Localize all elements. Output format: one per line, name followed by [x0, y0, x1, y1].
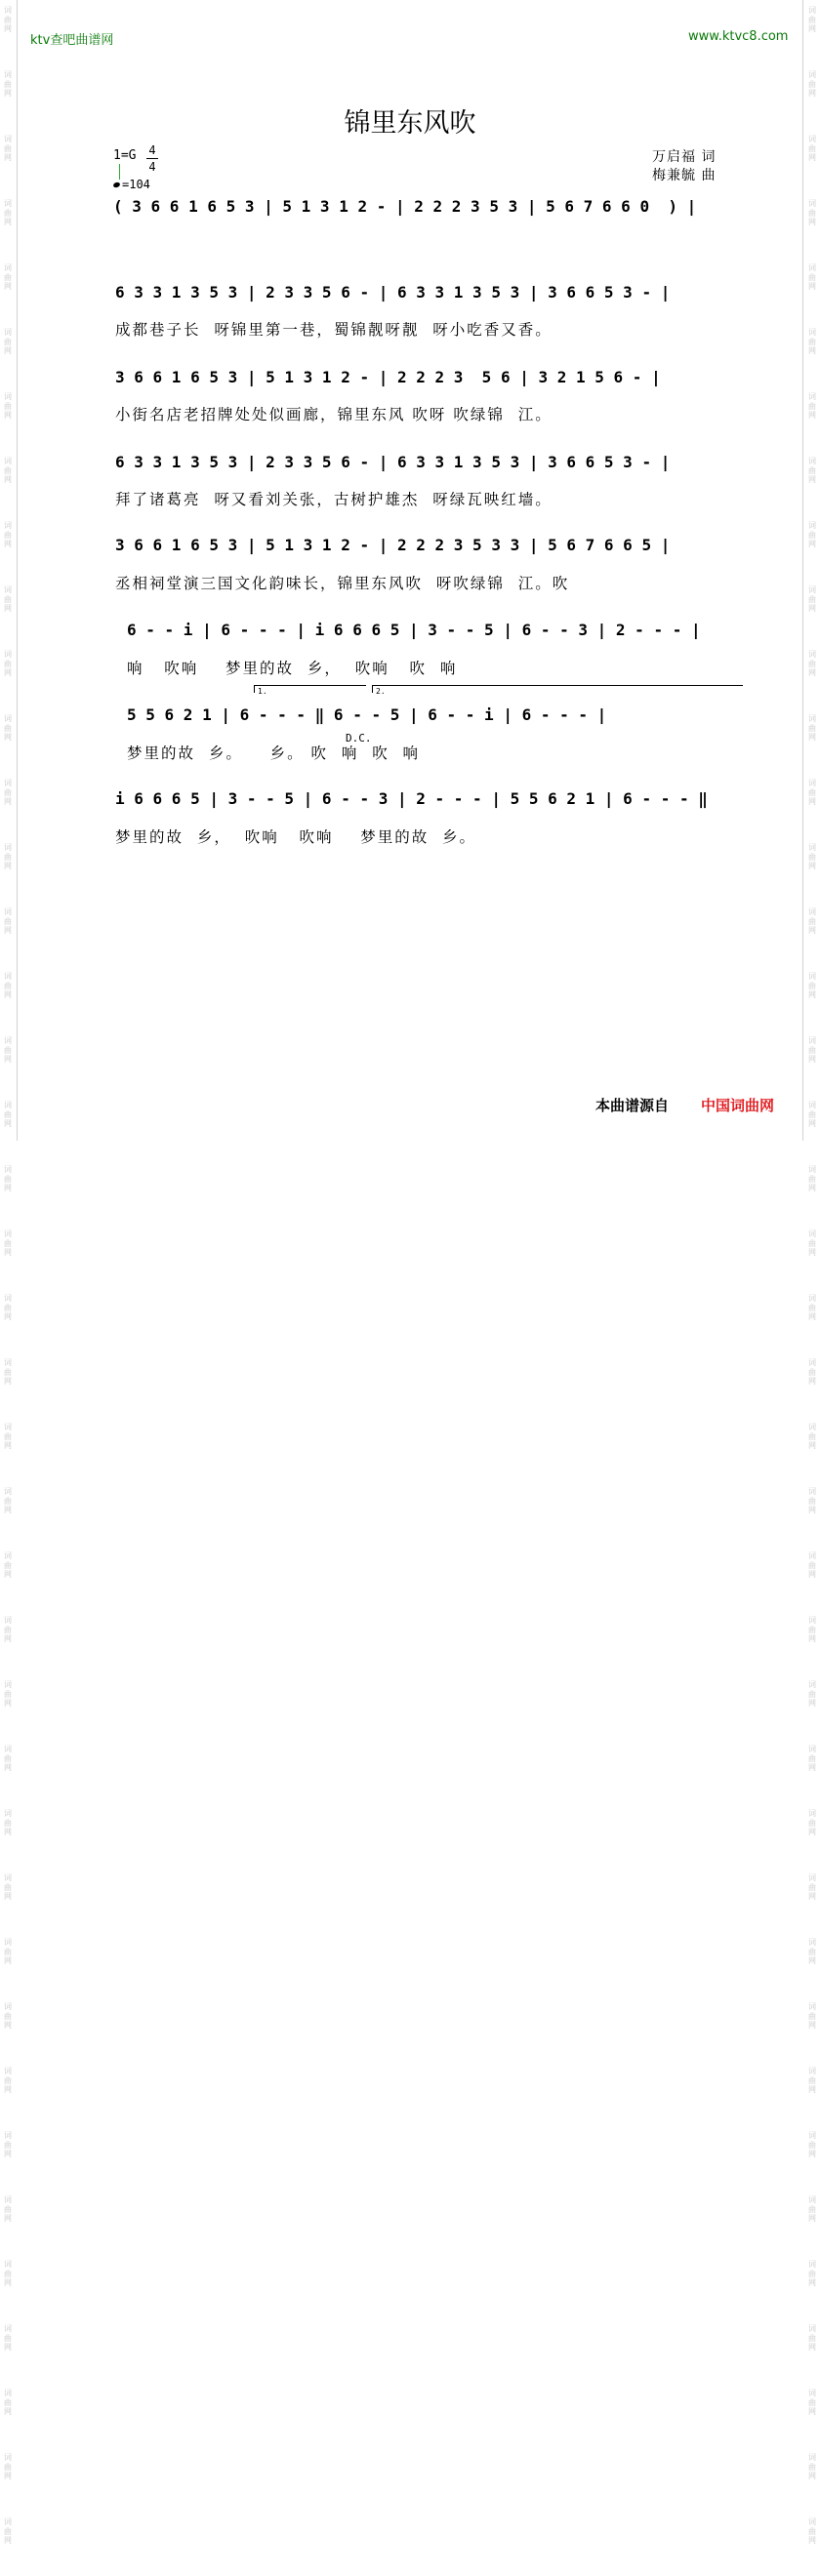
watermark-text: 词 曲 网: [808, 972, 816, 1000]
watermark-text: 词 曲 网: [808, 714, 816, 743]
watermark-text: 词 曲 网: [808, 2067, 816, 2095]
watermark-text: 词 曲 网: [4, 392, 12, 421]
watermark-text: 词 曲 网: [4, 1229, 12, 1258]
quarter-note-icon: [112, 181, 120, 188]
meter-bottom: 4: [148, 160, 156, 174]
watermark-text: 词 曲 网: [808, 650, 816, 678]
meter-top: 4: [148, 143, 156, 157]
volta-2-bracket: [372, 685, 743, 686]
watermark-text: 词 曲 网: [4, 1101, 12, 1129]
tempo-value: =104: [122, 178, 150, 191]
lyricist: 万启福 词: [652, 149, 717, 165]
right-watermark-strip: [805, 0, 819, 2546]
notes-line-3: 6 3 3 1 3 5 3 | 2 3 3 5 6 - | 6 3 3 1 3 5 3 | 3 6 6 5 3 - |: [115, 453, 671, 471]
footer-source-label: 本曲谱源自: [595, 1097, 670, 1114]
volta-2-label: 2.: [376, 687, 386, 696]
time-signature: [146, 143, 158, 174]
watermark-text: 词 曲 网: [4, 1616, 12, 1644]
watermark-text: 词 曲 网: [4, 1938, 12, 1966]
watermark-text: 词 曲 网: [808, 1101, 816, 1129]
lyrics-line-2: 小街名店老招牌处处似画廊，锦里东风 吹呀 吹绿锦 江。: [115, 406, 553, 423]
watermark-text: 词 曲 网: [4, 843, 12, 871]
watermark-text: 词 曲 网: [808, 199, 816, 227]
watermark-text: 词 曲 网: [4, 1680, 12, 1709]
watermark-text: 词 曲 网: [808, 1873, 816, 1902]
watermark-text: 词 曲 网: [808, 2324, 816, 2353]
header-left-site: ktv查吧曲谱网: [30, 33, 114, 48]
watermark-text: 词 曲 网: [4, 2324, 12, 2353]
watermark-text: 词 曲 网: [4, 779, 12, 807]
watermark-text: 词 曲 网: [808, 1036, 816, 1065]
watermark-text: 词 曲 网: [4, 1165, 12, 1193]
watermark-text: 词 曲 网: [808, 1616, 816, 1644]
dc-mark: D.C.: [346, 732, 372, 745]
watermark-text: 词 曲 网: [4, 199, 12, 227]
watermark-text: 词 曲 网: [4, 1036, 12, 1065]
watermark-text: 词 曲 网: [808, 6, 816, 34]
watermark-text: 词 曲 网: [4, 2517, 12, 2546]
watermark-text: 词 曲 网: [808, 843, 816, 871]
watermark-text: 词 曲 网: [808, 392, 816, 421]
watermark-text: 词 曲 网: [4, 585, 12, 614]
header-right-site: www.ktvc8.com: [688, 29, 789, 44]
watermark-text: 词 曲 网: [4, 2195, 12, 2224]
watermark-text: 词 曲 网: [4, 2131, 12, 2159]
watermark-text: 词 曲 网: [808, 1165, 816, 1193]
credits: [652, 148, 716, 185]
watermark-text: 词 曲 网: [808, 70, 816, 99]
watermark-text: 词 曲 网: [4, 1551, 12, 1580]
watermark-text: 词 曲 网: [808, 263, 816, 292]
volta-1-label: 1.: [258, 687, 267, 696]
watermark-text: 词 曲 网: [808, 2453, 816, 2481]
notes-line-2: 3 6 6 1 6 5 3 | 5 1 3 1 2 - | 2 2 2 3 5 6 | 3 2 1 5 6 - |: [115, 368, 661, 386]
volta-2-hook: [372, 685, 373, 693]
notes-line-1: 6 3 3 1 3 5 3 | 2 3 3 5 6 - | 6 3 3 1 3 5 3 | 3 6 6 5 3 - |: [115, 283, 671, 302]
watermark-text: 词 曲 网: [4, 907, 12, 936]
watermark-text: 词 曲 网: [4, 521, 12, 549]
watermark-text: 词 曲 网: [808, 2195, 816, 2224]
watermark-text: 词 曲 网: [4, 1423, 12, 1451]
watermark-text: 词 曲 网: [4, 263, 12, 292]
watermark-text: 词 曲 网: [4, 1358, 12, 1387]
lyrics-line-7: 梦里的故 乡， 吹响 吹响 梦里的故 乡。: [115, 828, 477, 846]
notes-line-4: 3 6 6 1 6 5 3 | 5 1 3 1 2 - | 2 2 2 3 5 3 3 | 5 6 7 6 6 5 |: [115, 536, 671, 554]
volta-1-bracket: [254, 685, 366, 686]
intro-notes: ( 3 6 6 1 6 5 3 | 5 1 3 1 2 - | 2 2 2 3 5 3 | 5 6 7 6 6 0 ) |: [113, 197, 697, 216]
notes-line-7: i 6 6 6 5 | 3 - - 5 | 6 - - 3 | 2 - - - | 5 5 6 2 1 | 6 - - - ‖: [115, 789, 708, 808]
watermark-text: 词 曲 网: [4, 135, 12, 163]
footer-source-site[interactable]: 中国词曲网: [701, 1097, 775, 1114]
watermark-text: 词 曲 网: [808, 1423, 816, 1451]
tempo-marking: [113, 178, 150, 191]
lyrics-line-6: 梦里的故 乡。 乡。 吹 响 吹 响: [127, 745, 421, 762]
watermark-text: 词 曲 网: [808, 2517, 816, 2546]
watermark-text: 词 曲 网: [808, 907, 816, 936]
key-signature: 1=G: [113, 148, 137, 163]
watermark-text: 词 曲 网: [4, 1809, 12, 1837]
watermark-text: 词 曲 网: [4, 457, 12, 485]
watermark-text: 词 曲 网: [4, 714, 12, 743]
song-title: 锦里东风吹: [344, 108, 476, 139]
watermark-text: 词 曲 网: [4, 6, 12, 34]
watermark-text: 词 曲 网: [808, 1229, 816, 1258]
watermark-text: 词 曲 网: [4, 2260, 12, 2288]
watermark-text: 词 曲 网: [4, 1294, 12, 1322]
left-watermark-strip: [1, 0, 15, 2546]
watermark-text: 词 曲 网: [808, 1680, 816, 1709]
watermark-text: 词 曲 网: [808, 1809, 816, 1837]
watermark-text: 词 曲 网: [4, 328, 12, 356]
watermark-text: 词 曲 网: [808, 1358, 816, 1387]
lyrics-line-1: 成都巷子长 呀锦里第一巷，蜀锦靓呀靓 呀小吃香又香。: [115, 321, 553, 339]
watermark-text: 词 曲 网: [808, 457, 816, 485]
watermark-text: 词 曲 网: [4, 1873, 12, 1902]
lyrics-line-3: 拜了诸葛亮 呀又看刘关张，古树护雄杰 呀绿瓦映红墙。: [115, 491, 553, 508]
watermark-text: 词 曲 网: [4, 2002, 12, 2031]
watermark-text: 词 曲 网: [808, 1294, 816, 1322]
watermark-text: 词 曲 网: [808, 328, 816, 356]
watermark-text: 词 曲 网: [808, 2131, 816, 2159]
watermark-text: 词 曲 网: [4, 972, 12, 1000]
watermark-text: 词 曲 网: [808, 1745, 816, 1773]
notes-line-5: 6 - - i | 6 - - - | i 6 6 6 5 | 3 - - 5 | 6 - - 3 | 2 - - - |: [127, 621, 701, 639]
lyrics-line-4: 丞相祠堂演三国文化韵味长，锦里东风吹 呀吹绿锦 江。吹: [115, 575, 570, 592]
watermark-text: 词 曲 网: [808, 521, 816, 549]
watermark-text: 词 曲 网: [4, 2453, 12, 2481]
watermark-text: 词 曲 网: [4, 650, 12, 678]
watermark-text: 词 曲 网: [808, 779, 816, 807]
watermark-text: 词 曲 网: [808, 1551, 816, 1580]
watermark-text: 词 曲 网: [808, 2389, 816, 2417]
watermark-text: 词 曲 网: [4, 1487, 12, 1515]
watermark-text: 词 曲 网: [808, 1938, 816, 1966]
lyrics-line-5: 响 吹响 梦里的故 乡， 吹响 吹 响: [127, 660, 458, 677]
watermark-text: 词 曲 网: [808, 585, 816, 614]
watermark-text: 词 曲 网: [4, 2067, 12, 2095]
left-margin-line: [17, 0, 18, 1141]
watermark-text: 词 曲 网: [808, 1487, 816, 1515]
watermark-text: 词 曲 网: [808, 2002, 816, 2031]
volta-1-hook: [254, 685, 255, 693]
watermark-text: 词 曲 网: [808, 2260, 816, 2288]
watermark-text: 词 曲 网: [808, 135, 816, 163]
watermark-text: 词 曲 网: [4, 2389, 12, 2417]
composer: 梅兼毓 曲: [652, 168, 717, 183]
right-margin-line: [802, 0, 803, 1141]
notes-line-6: 5 5 6 2 1 | 6 - - - ‖ 6 - - 5 | 6 - - i | 6 - - - |: [127, 705, 607, 724]
watermark-text: 词 曲 网: [4, 1745, 12, 1773]
watermark-text: 词 曲 网: [4, 70, 12, 99]
